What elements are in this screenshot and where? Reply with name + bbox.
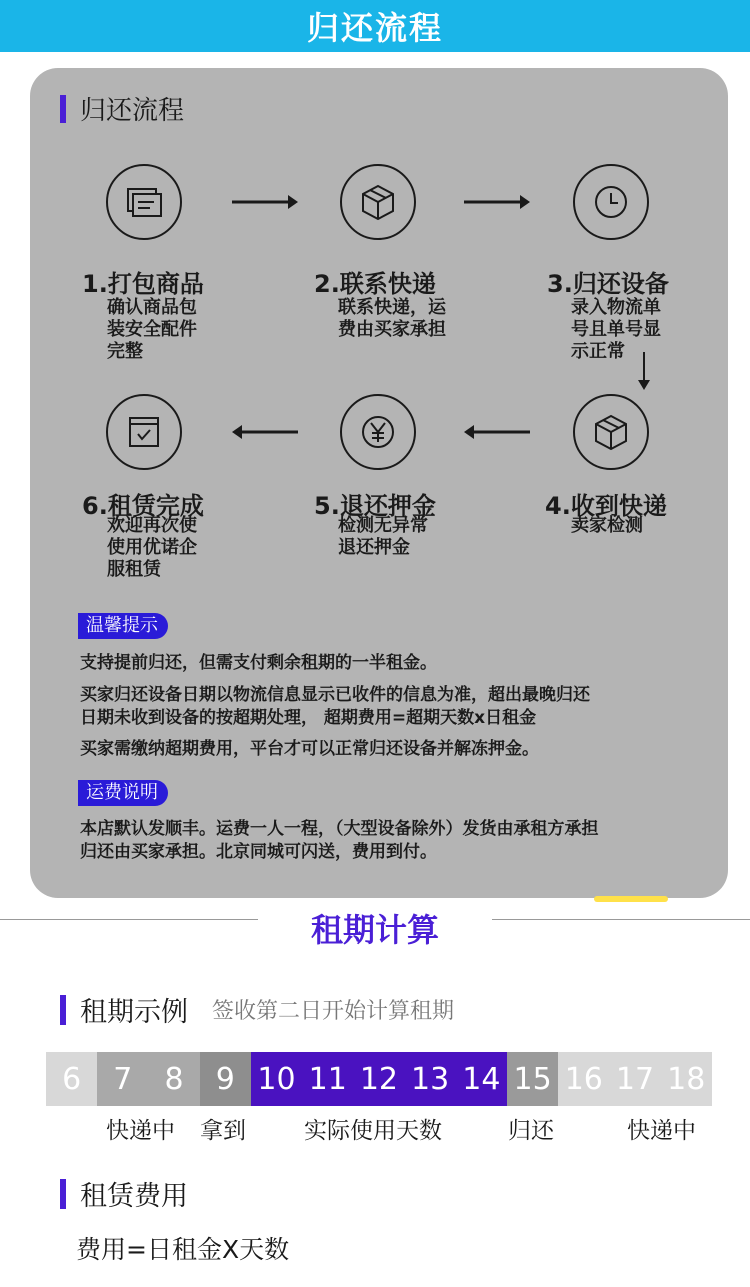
rent-example-title: 租期示例 (80, 997, 188, 1028)
tip-2: 买家归还设备日期以物流信息显示已收件的信息为准，超出最晚归还 日期未收到设备的按超期处理， 超期费用=超期天数x日租金 (80, 685, 590, 728)
rent-example-heading (60, 990, 454, 1029)
heading-bar (60, 1179, 66, 1209)
package-icon (573, 394, 649, 470)
label-actual-days: 实际使用天数 (304, 1118, 442, 1144)
banner-title: 归还流程 (306, 9, 443, 47)
day-cell: 10 (251, 1052, 302, 1106)
day-cell: 17 (609, 1052, 660, 1106)
top-banner (0, 0, 750, 52)
heading-bar (60, 995, 66, 1025)
rent-section-title: 租期计算 (310, 911, 439, 949)
tips-label: 温馨提示 (78, 613, 168, 639)
step-2-title: 2.联系快递 (314, 270, 436, 298)
arrow-down-icon (634, 350, 654, 392)
arrow-left-icon (462, 422, 532, 442)
arrow-left-icon (230, 422, 300, 442)
label-shipping-out: 快递中 (627, 1118, 696, 1144)
label-received: 拿到 (200, 1118, 246, 1144)
label-shipping-in: 快递中 (106, 1118, 175, 1144)
day-cell: 6 (46, 1052, 97, 1106)
step-4-title: 4.收到快递 (545, 492, 667, 520)
day-cell: 8 (148, 1052, 199, 1106)
heading-bar (60, 95, 66, 123)
step-3-title: 3.归还设备 (547, 270, 669, 298)
clock-icon (573, 164, 649, 240)
check-box-icon (106, 394, 182, 470)
rent-fee-heading (60, 1174, 188, 1213)
rent-fee-title: 租赁费用 (80, 1181, 188, 1212)
step-5-desc: 检测无异常 退还押金 (338, 515, 428, 558)
yen-icon (340, 394, 416, 470)
decorative-stripe (594, 896, 668, 902)
step-2-desc: 联系快递，运 费由买家承担 (338, 297, 446, 340)
message-box-icon (106, 164, 182, 240)
day-cell: 13 (405, 1052, 456, 1106)
day-cell: 7 (97, 1052, 148, 1106)
tip-1: 支持提前归还，但需支付剩余租期的一半租金。 (80, 653, 437, 673)
day-cell: 16 (558, 1052, 609, 1106)
step-4-desc: 卖家检测 (571, 515, 643, 536)
label-returned: 归还 (508, 1118, 554, 1144)
step-6-desc: 欢迎再次使 使用优诺企 服租赁 (107, 515, 197, 580)
day-cell: 12 (353, 1052, 404, 1106)
step-1-title: 1.打包商品 (82, 270, 204, 298)
step-6-title: 6.租赁完成 (82, 492, 204, 520)
day-cell: 11 (302, 1052, 353, 1106)
day-cell: 15 (507, 1052, 558, 1106)
step-3-desc: 录入物流单 号且单号显 示正常 (571, 297, 661, 362)
day-cell: 9 (200, 1052, 251, 1106)
package-icon (340, 164, 416, 240)
return-process-card (30, 68, 728, 898)
fee-formula: 费用=日租金X天数 (76, 1235, 290, 1264)
shipping-note: 本店默认发顺丰。运费一人一程，（大型设备除外）发货由承租方承担 归还由买家承担。北京同城可闪送，费用到付。 (80, 819, 599, 862)
arrow-right-icon (462, 192, 532, 212)
day-cell: 14 (456, 1052, 507, 1106)
shipping-label: 运费说明 (78, 780, 168, 806)
step-5-title: 5.退还押金 (314, 492, 436, 520)
step-1-desc: 确认商品包 装安全配件 完整 (107, 297, 197, 362)
card-heading (60, 90, 184, 127)
card-title: 归还流程 (80, 96, 185, 126)
day-strip (46, 1052, 712, 1106)
day-cell: 18 (661, 1052, 712, 1106)
tip-3: 买家需缴纳超期费用，平台才可以正常归还设备并解冻押金。 (80, 739, 539, 759)
arrow-right-icon (230, 192, 300, 212)
rent-example-subtitle: 签收第二日开始计算租期 (212, 999, 455, 1024)
